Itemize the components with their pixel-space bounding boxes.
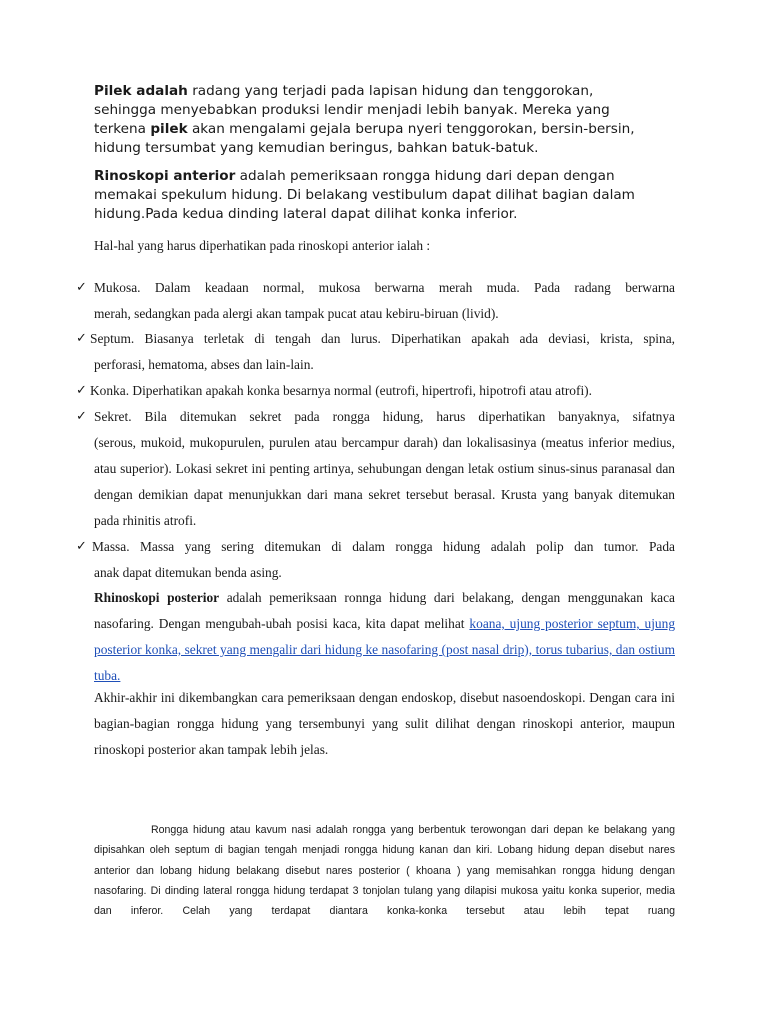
paragraph-rhinoskopi-posterior: Rhinoskopi posterior adalah pemeriksaan ronnga hidung dari belakang, dengan menggunakan kaca nasofaring. Dengan mengubah-ubah posisi kaca, kita dapat melihat koana, ujung posterior septum, ujung posterior konka, sekret yang mengalir dari hidung ke nasofaring (post nasal drip), torus tubarius, dan ostium tuba. (94, 590, 676, 683)
list-item-massa-line1: Massa. Massa yang sering ditemukan di dalam rongga hidung adalah polip dan tumor. Pada (92, 539, 675, 554)
paragraph-rinoskopi-anterior: Rinoskopi anterior adalah pemeriksaan rongga hidung dari depan dengan memakai spekulum hidung. Di belakang vestibulum dapat dilihat bagian dalam hidung.Pada kedua dinding lateral dapat dilihat konka inferior. (94, 168, 635, 222)
paragraph-nasoendoskopi: Akhir-akhir ini dikembangkan cara pemeriksaan dengan endoskop, disebut nasoendoskopi. Dengan cara ini bagian-bagian rongga hidung yang tersembunyi yang sulit dilihat dengan rinoskopi anterior, maupun rinoskopi posterior akan tampak lebih jelas. (94, 690, 675, 757)
checkmark-icon: ✓ (76, 383, 87, 398)
term-pilek: pilek (150, 121, 188, 137)
list-item-konka: Konka. Diperhatikan apakah konka besarnya normal (eutrofi, hipertrofi, hipotrofi atau atrofi). (90, 383, 592, 398)
list-item-sekret-rest: (serous, mukoid, mukopurulen, purulen atau bercampur darah) dan lokalisasinya (meatus inferior medius, atau superior). Lokasi sekret ini penting artinya, sehubungan dengan letak ostium sinus-sinus paranasal dan dengan demikian dapat menunjukkan dari mana sekret tersebut berasal. Krusta yang banyak ditemukan pada rhinitis atrofi. (94, 435, 675, 528)
term-pilek-adalah: Pilek adalah (94, 83, 188, 99)
list-item-mukosa-line1: Mukosa. Dalam keadaan normal, mukosa berwarna merah muda. Pada radang berwarna (94, 280, 675, 295)
checkmark-icon: ✓ (76, 409, 87, 424)
checkmark-icon: ✓ (76, 331, 87, 346)
list-item-sekret-line1: Sekret. Bila ditemukan sekret pada rongga hidung, harus diperhatikan banyaknya, sifatnya (94, 409, 675, 424)
link-posterior-structures[interactable]: koana, ujung posterior septum, ujung posterior konka, sekret yang mengalir dari hidung ke nasofaring (post nasal drip), torus tubarius, dan ostium tuba. (94, 616, 676, 683)
paragraph-rongga-hidung: Rongga hidung atau kavum nasi adalah rongga yang berbentuk terowongan dari depan ke belakang yang dipisahkan oleh septum di bagian tengah menjadi rongga hidung kanan dan kiri. Lobang hidung depan disebut nares anterior dan lobang hidung belakang disebut nares posterior ( khoana ) yang memisahkan rongga hidung dengan nasofaring. Di dinding lateral rongga hidung terdapat 3 tonjolan tulang yang dilapisi mukosa yaitu konka superior, media dan inferor. Celah yang terdapat diantara konka-konka tersebut atau lebih tepat ruang (94, 824, 675, 918)
term-rinoskopi-anterior: Rinoskopi anterior (94, 168, 236, 184)
list-item-septum-line1: Septum. Biasanya terletak di tengah dan lurus. Diperhatikan apakah ada deviasi, krista, spina, (90, 331, 675, 346)
lead-text: Hal-hal yang harus diperhatikan pada rinoskopi anterior ialah : (94, 238, 431, 253)
list-item-septum-rest: perforasi, hematoma, abses dan lain-lain. (94, 357, 314, 372)
checkmark-icon: ✓ (76, 280, 87, 295)
list-item-massa-rest: anak dapat ditemukan benda asing. (94, 565, 282, 580)
checkmark-icon: ✓ (76, 539, 87, 554)
paragraph-pilek: Pilek adalah radang yang terjadi pada lapisan hidung dan tenggorokan, sehingga menyebabkan produksi lendir menjadi lebih banyak. Mereka yang terkena pilek akan mengalami gejala berupa nyeri tenggorokan, bersin-bersin, hidung tersumbat yang kemudian beringus, bahkan batuk-batuk. (94, 83, 635, 156)
term-rhinoskopi-posterior: Rhinoskopi posterior (94, 590, 220, 605)
list-item-mukosa-rest: merah, sedangkan pada alergi akan tampak pucat atau kebiru-biruan (livid). (94, 306, 499, 321)
